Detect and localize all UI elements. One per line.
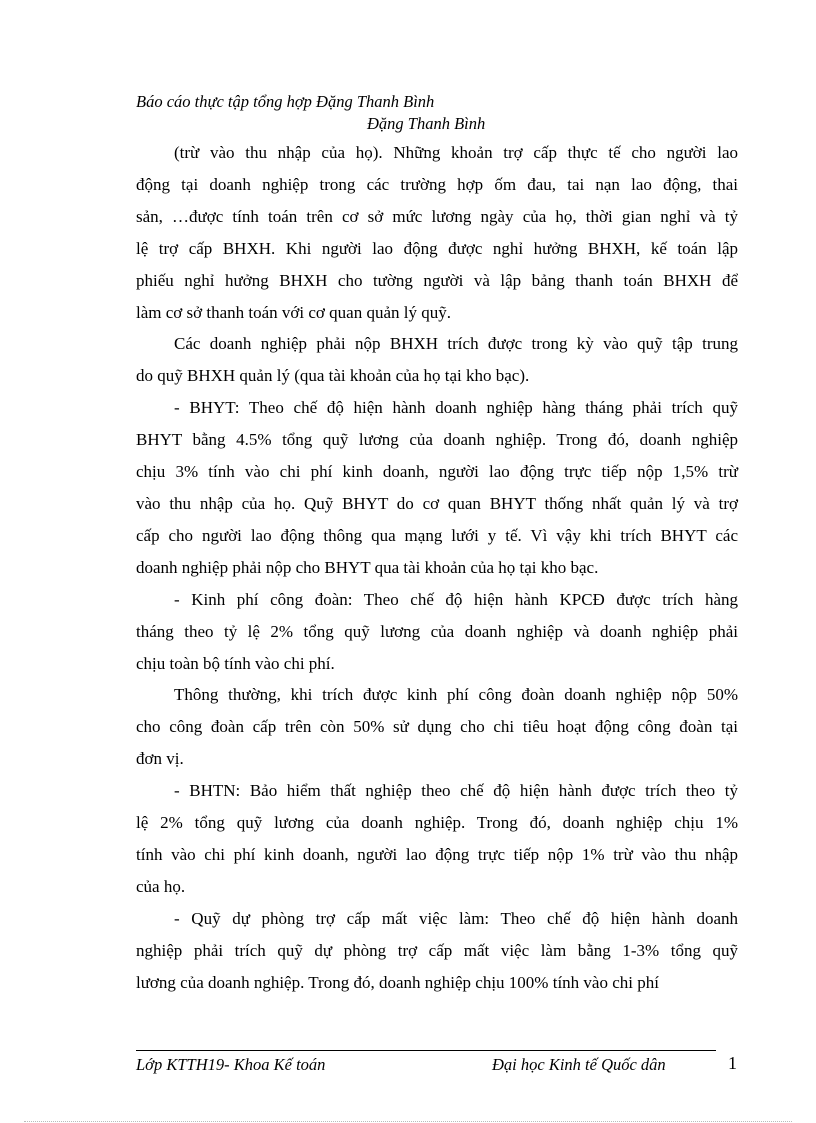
paragraph-line: sản, …được tính toán trên cơ sở mức lương ngày của họ, thời gian nghỉ và tỷ: [136, 206, 738, 226]
paragraph-line: - BHTN: Bảo hiểm thất nghiệp theo chế độ hiện hành được trích theo tỷ: [174, 781, 738, 801]
paragraph-line: BHYT bằng 4.5% tổng quỹ lương của doanh nghiệp. Trong đó, doanh nghiệp: [136, 430, 738, 450]
paragraph-line: nghiệp phải trích quỹ dự phòng trợ cấp mất việc làm bằng 1-3% tổng quỹ: [136, 940, 738, 960]
footer-divider: [136, 1050, 716, 1051]
paragraph-line: tính vào chi phí kinh doanh, người lao động trực tiếp nộp 1% trừ vào thu nhập: [136, 844, 738, 864]
footer-class-label: Lớp KTTH19- Khoa Kế toán: [136, 1055, 326, 1074]
paragraph-line: - Quỹ dự phòng trợ cấp mất việc làm: Theo chế độ hiện hành doanh: [174, 908, 738, 928]
paragraph-line: phiếu nghỉ hưởng BHXH cho tường người và lập bảng thanh toán BHXH để: [136, 270, 738, 290]
paragraph: [136, 392, 738, 583]
paragraph-line: doanh nghiệp phải nộp cho BHYT qua tài khoản của họ tại kho bạc.: [136, 557, 599, 577]
paragraph-line: chịu 3% tính vào chi phí kinh doanh, người lao động trực tiếp nộp 1,5% trừ: [136, 462, 738, 482]
paragraph-line: vào thu nhập của họ. Quỹ BHYT do cơ quan BHYT thống nhất quản lý và trợ: [136, 493, 738, 513]
footer-university-label: Đại học Kinh tế Quốc dân: [492, 1055, 666, 1074]
paragraph: [136, 775, 738, 903]
paragraph-line: tháng theo tỷ lệ 2% tổng quỹ lương của doanh nghiệp và doanh nghiệp phải: [136, 621, 738, 641]
paragraph-line: Các doanh nghiệp phải nộp BHXH trích được trong kỳ vào quỹ tập trung: [174, 334, 738, 354]
paragraph-line: do quỹ BHXH quản lý (qua tài khoản của họ tại kho bạc).: [136, 366, 530, 386]
paragraph-line: cho công đoàn cấp trên còn 50% sử dụng cho chi tiêu hoạt động công đoàn tại: [136, 717, 738, 737]
page-bottom-border: [24, 1121, 792, 1122]
page-header-author: Đặng Thanh Bình: [367, 114, 486, 133]
paragraph-line: Thông thường, khi trích được kinh phí công đoàn doanh nghiệp nộp 50%: [174, 685, 738, 705]
paragraph-line: động tại doanh nghiệp trong các trường hợp ốm đau, tai nạn lao động, thai: [136, 174, 738, 194]
paragraph: [136, 328, 738, 392]
paragraph-line: cấp cho người lao động thông qua mạng lưới y tế. Vì vậy khi trích BHYT các: [136, 525, 738, 545]
document-body: [136, 137, 738, 998]
page-header-title: Báo cáo thực tập tổng hợp Đặng Thanh Bình: [136, 92, 435, 111]
page-number: 1: [728, 1053, 737, 1073]
paragraph: [136, 584, 738, 680]
paragraph-line: làm cơ sở thanh toán với cơ quan quản lý quỹ.: [136, 302, 451, 322]
paragraph-line: lệ 2% tổng quỹ lương của doanh nghiệp. Trong đó, doanh nghiệp chịu 1%: [136, 813, 738, 833]
paragraph-line: - Kinh phí công đoàn: Theo chế độ hiện hành KPCĐ được trích hàng: [174, 589, 738, 609]
paragraph-line: của họ.: [136, 876, 186, 896]
paragraph-line: lương của doanh nghiệp. Trong đó, doanh nghiệp chịu 100% tính vào chi phí: [136, 972, 659, 992]
paragraph: [136, 903, 738, 999]
paragraph: [136, 137, 738, 328]
paragraph-line: lệ trợ cấp BHXH. Khi người lao động được nghỉ hưởng BHXH, kế toán lập: [136, 238, 738, 258]
paragraph-line: đơn vị.: [136, 749, 184, 769]
paragraph-line: chịu toàn bộ tính vào chi phí.: [136, 653, 335, 673]
paragraph: [136, 679, 738, 775]
paragraph-line: - BHYT: Theo chế độ hiện hành doanh nghiệp hàng tháng phải trích quỹ: [174, 398, 738, 418]
paragraph-line: (trừ vào thu nhập của họ). Những khoản trợ cấp thực tế cho người lao: [174, 143, 738, 162]
